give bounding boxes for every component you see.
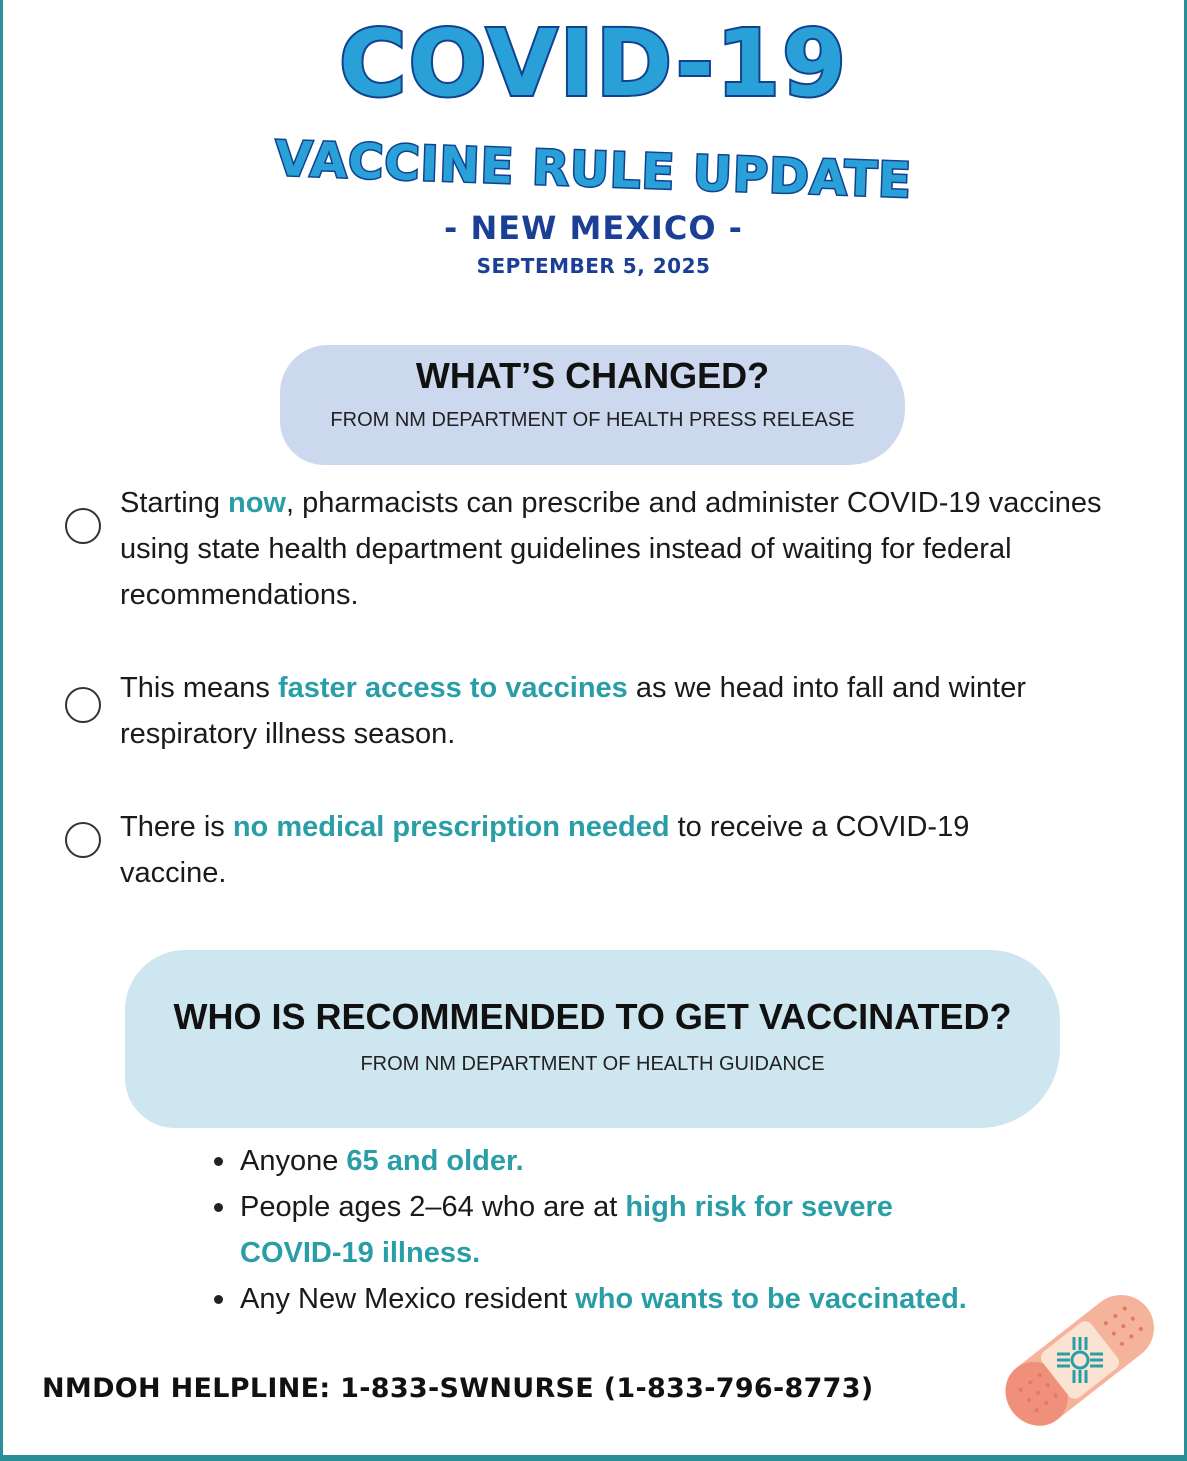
- bullet-icon: [214, 1203, 223, 1212]
- change-item-text: This means faster access to vaccines as we head into fall and winter respiratory illness season.: [120, 672, 1026, 750]
- bullet-icon: [214, 1295, 223, 1304]
- recommended-heading: WHO IS RECOMMENDED TO GET VACCINATED?: [173, 996, 1012, 1037]
- recommended-source: FROM NM DEPARTMENT OF HEALTH GUIDANCE: [360, 1053, 825, 1075]
- page-title: COVID-19: [339, 10, 848, 117]
- change-item-text: Starting now, pharmacists can prescribe and administer COVID-19 vaccines using state health department guidelines instead of waiting for federal recommendations.: [120, 487, 1102, 611]
- region-label: - NEW MEXICO -: [444, 209, 743, 247]
- circle-outline-icon: [65, 687, 101, 723]
- recommended-list: [210, 1138, 1110, 1322]
- whats-changed-banner: [280, 345, 905, 465]
- circle-outline-icon: [65, 822, 101, 858]
- recommended-banner: [125, 950, 1060, 1128]
- list-item: Anyone 65 and older.: [210, 1138, 1110, 1184]
- bandage-icon: [985, 1275, 1175, 1445]
- date-label: SEPTEMBER 5, 2025: [476, 254, 711, 278]
- circle-outline-icon: [65, 508, 101, 544]
- page-subtitle: VACCINE RULE UPDATE: [274, 130, 913, 210]
- bullet-icon: [214, 1157, 223, 1166]
- whats-changed-heading: WHAT’S CHANGED?: [415, 355, 770, 396]
- list-item: Any New Mexico resident who wants to be vaccinated.: [210, 1276, 1110, 1322]
- list-item: People ages 2–64 who are at high risk for severe COVID-19 illness.: [210, 1184, 1000, 1276]
- change-item-text: There is no medical prescription needed to receive a COVID-19 vaccine.: [120, 811, 970, 889]
- whats-changed-source: FROM NM DEPARTMENT OF HEALTH PRESS RELEASE: [330, 409, 855, 431]
- helpline-text: NMDOH HELPLINE: 1-833-SWNURSE (1-833-796-8773): [42, 1373, 874, 1404]
